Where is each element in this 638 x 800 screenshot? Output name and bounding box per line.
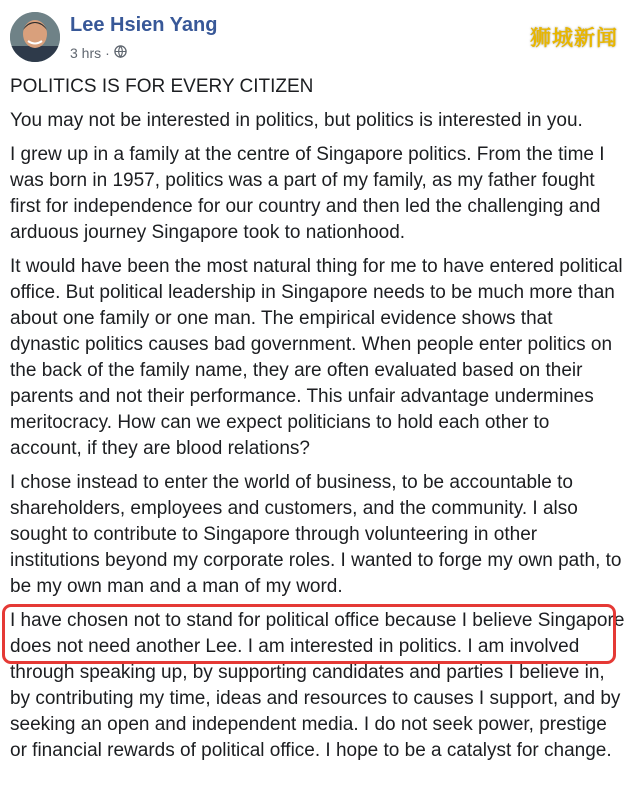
highlighted-paragraph-wrapper — [10, 608, 626, 764]
post-body — [10, 74, 626, 772]
watermark-logo: 狮城新闻 — [530, 27, 618, 50]
post-paragraph-1: You may not be interested in politics, but politics is interested in you. — [10, 110, 583, 131]
post-title: POLITICS IS FOR EVERY CITIZEN — [10, 76, 314, 97]
author-name[interactable]: Lee Hsien Yang — [70, 14, 218, 36]
post-header — [10, 10, 628, 66]
globe-icon[interactable] — [114, 45, 127, 61]
post-paragraph-5: I have chosen not to stand for political office because I believe Singapore does not need another Lee. I am interested in politics. I am involved through speaking up, by supporting candidates and parties I believe in, by contributing my time, ideas and resources to causes I support, and by seeking an open and independent media. I do not seek power, prestige or financial rewards of political office. I hope to be a catalyst for change. — [10, 610, 625, 761]
post-paragraph-3: It would have been the most natural thing for me to have entered political office. But political leadership in Singapore needs to be much more than about one family or one man. The empirical evidence shows that dynastic politics causes bad government. When people enter politics on the back of the family name, they are often evaluated based on their parents and not their performance. This unfair advantage undermines meritocracy. How can we expect politicians to hold each other to account, if they are blood relations? — [10, 256, 623, 459]
post-paragraph-4: I chose instead to enter the world of business, to be accountable to shareholders, employees and customers, and the community. I also sought to contribute to Singapore through volunteering in other institutions beyond my corporate roles. I wanted to forge my own path, to be my own man and a man of my word. — [10, 472, 622, 597]
post-meta — [70, 45, 127, 61]
post-paragraph-2: I grew up in a family at the centre of Singapore politics. From the time I was born in 1957, politics was a part of my family, as my father fought first for independence for our country and then led the challenging and arduous journey Singapore took to nationhood. — [10, 144, 605, 243]
meta-separator: · — [105, 45, 110, 61]
avatar-image — [10, 12, 60, 62]
post-time[interactable]: 3 hrs — [70, 45, 102, 61]
avatar[interactable] — [10, 12, 60, 62]
